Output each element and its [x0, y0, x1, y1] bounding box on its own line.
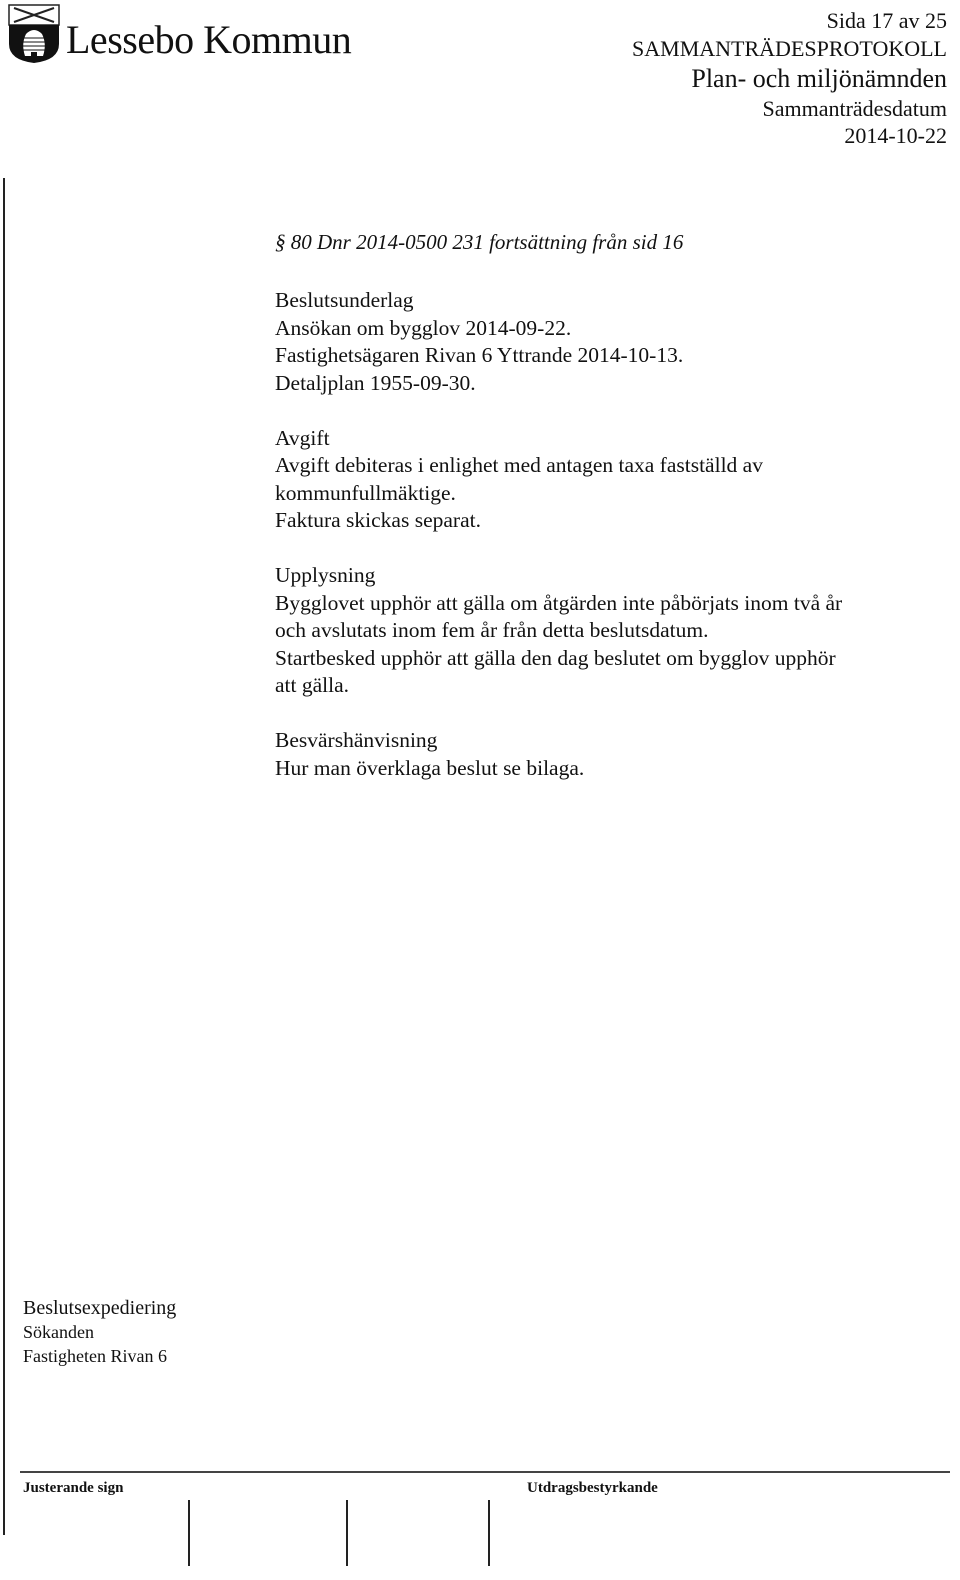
doc-type: SAMMANTRÄDESPROTOKOLL [632, 36, 947, 61]
text-line: att gälla. [275, 673, 350, 697]
margin-line [3, 178, 5, 1535]
date-label: Sammanträdesdatum [762, 96, 947, 121]
page-number: Sida 17 av 25 [826, 8, 947, 33]
recipient: Sökanden [23, 1322, 94, 1342]
section-title: § 80 Dnr 2014-0500 231 fortsättning från sid 16 [275, 230, 684, 254]
coat-of-arms-logo [8, 4, 60, 64]
heading-beslutsunderlag: Beslutsunderlag [275, 288, 414, 312]
text-line: Bygglovet upphör att gälla om åtgärden inte påbörjats inom två år [275, 590, 843, 615]
text-line: och avslutats inom fem år från detta beslutsdatum. [275, 618, 709, 642]
committee-name: Plan- och miljönämnden [691, 64, 947, 93]
signature-box-divider [188, 1500, 190, 1566]
meeting-date: 2014-10-22 [844, 123, 947, 148]
signature-box-divider [488, 1500, 490, 1566]
signature-box-divider [346, 1500, 348, 1566]
text-line: Hur man överklaga beslut se bilaga. [275, 755, 585, 780]
document-body [275, 287, 842, 782]
text-line: Startbesked upphör att gälla den dag beslutet om bygglov upphör [275, 645, 836, 670]
logo-text: Lessebo Kommun [66, 17, 352, 62]
text-line: Avgift debiteras i enlighet med antagen taxa fastställd av [275, 453, 763, 477]
text-line: Ansökan om bygglov 2014-09-22. [275, 315, 572, 340]
recipient: Fastigheten Rivan 6 [23, 1346, 167, 1366]
text-line: Detaljplan 1955-09-30. [275, 370, 476, 395]
justerande-sign-label: Justerande sign [23, 1480, 124, 1496]
heading-besvarshanvisning: Besvärshänvisning [275, 728, 438, 752]
text-line: Fastighetsägaren Rivan 6 Yttrande 2014-10-13. [275, 343, 684, 367]
text-line: kommunfullmäktige. [275, 480, 456, 505]
utdragsbestyrkande-label: Utdragsbestyrkande [527, 1480, 658, 1496]
expediering-block [23, 1296, 176, 1368]
heading-avgift: Avgift [275, 425, 330, 450]
expediering-heading: Beslutsexpediering [23, 1297, 177, 1319]
footer-divider [20, 1471, 950, 1473]
text-line: Faktura skickas separat. [275, 508, 481, 532]
heading-upplysning: Upplysning [275, 563, 376, 587]
